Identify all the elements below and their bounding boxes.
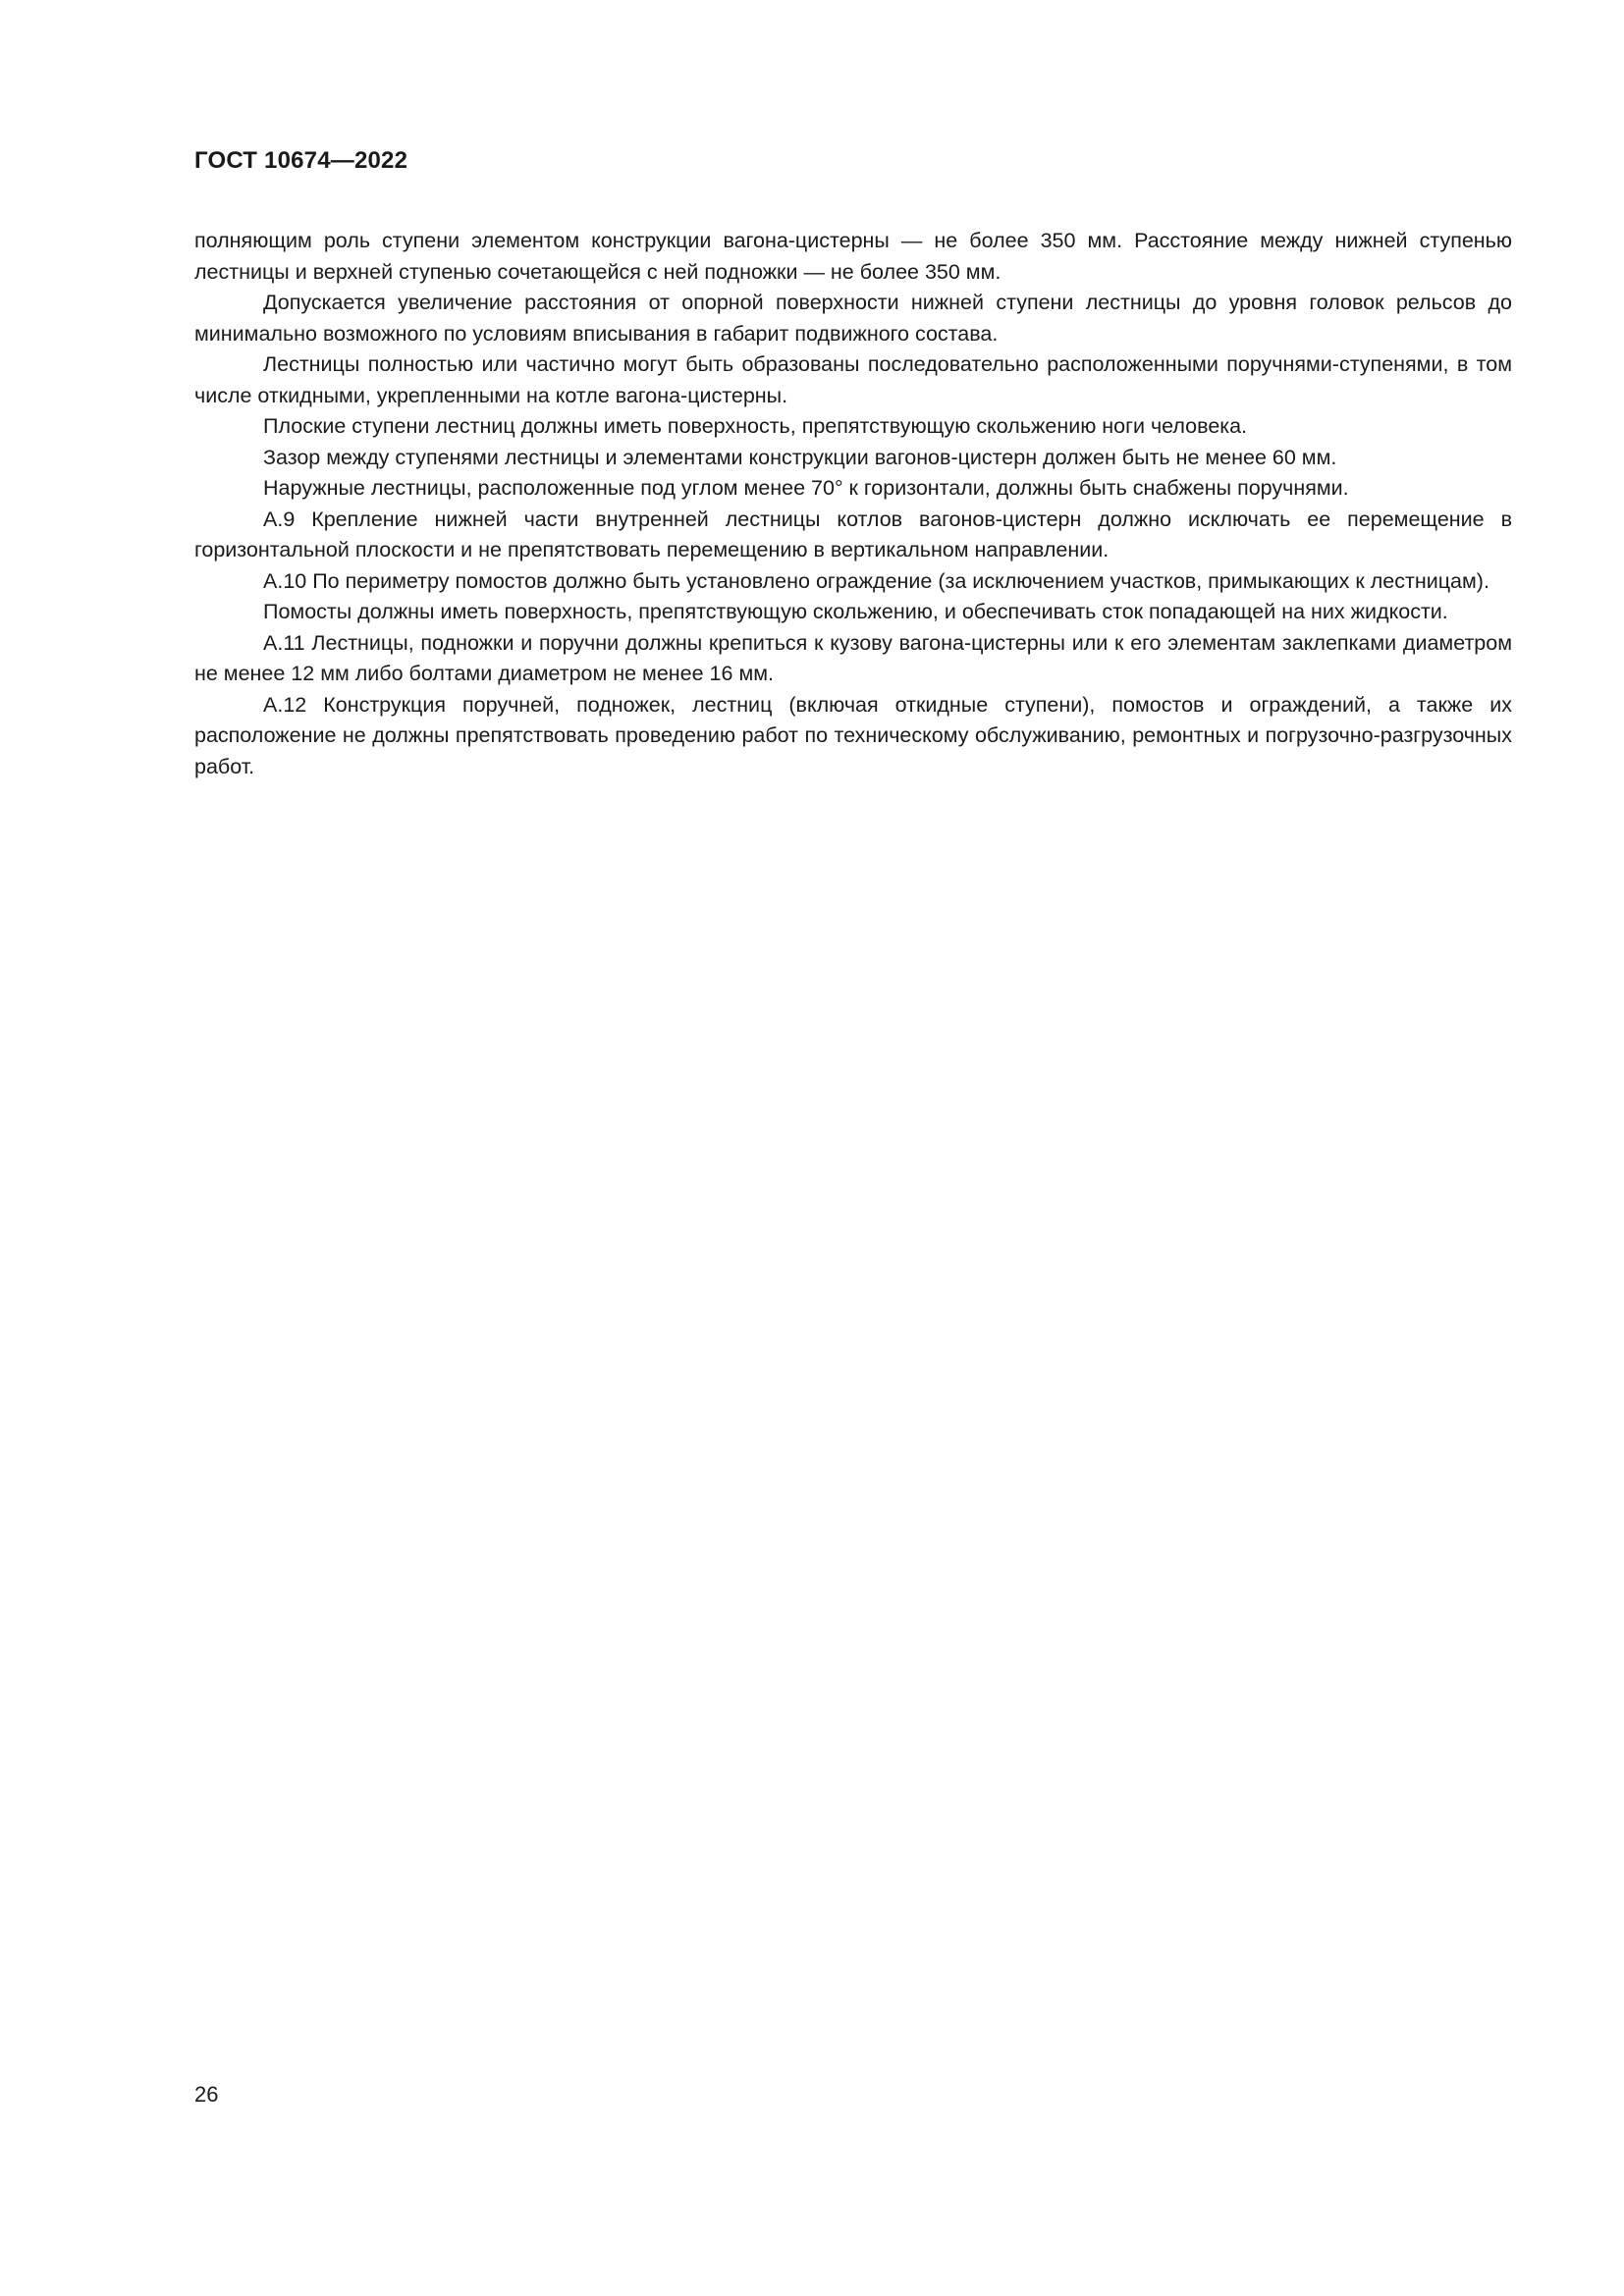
paragraph: Плоские ступени лестниц должны иметь поверхность, препятствующую скольжению ноги человека. xyxy=(263,414,1248,438)
paragraph-continuation: полняющим роль ступени элементом конструкции вагона-цистерны — не более 350 мм. Расстояние между нижней ступенью лестницы и верхней ступенью сочетающейся с ней подножки — не более 350 мм. xyxy=(194,229,1512,284)
paragraph: Допускается увеличение расстояния от опорной поверхности нижней ступени лестницы до уровня головок рельсов до минимально возможного по условиям вписывания в габарит подвижного состава. xyxy=(194,291,1512,346)
document-body xyxy=(194,226,1512,782)
paragraph-a11: А.11 Лестницы, подножки и поручни должны крепиться к кузову вагона-цистерны или к его элементам заклепками диаметром не менее 12 мм либо болтами диаметром не менее 16 мм. xyxy=(194,630,1512,685)
page-number: 26 xyxy=(194,2082,219,2107)
paragraph-a12: А.12 Конструкция поручней, подножек, лестниц (включая откидные ступени), помостов и ограждений, а также их расположение не должны препятствовать проведению работ по техническому обслуживанию, ремонтных и погрузочно-разгрузочных работ. xyxy=(194,692,1512,778)
paragraph: Наружные лестницы, расположенные под углом менее 70° к горизонтали, должны быть снабжены поручнями. xyxy=(263,476,1349,500)
document-header: ГОСТ 10674—2022 xyxy=(194,147,408,174)
paragraph: Лестницы полностью или частично могут быть образованы последовательно расположенными поручнями-ступенями, в том числе откидными, укрепленными на котле вагона-цистерны. xyxy=(194,352,1512,407)
paragraph-a10: А.10 По периметру помостов должно быть установлено ограждение (за исключением участков, примыкающих к лестницам). xyxy=(263,568,1489,593)
paragraph: Зазор между ступенями лестницы и элементами конструкции вагонов-цистерн должен быть не менее 60 мм. xyxy=(263,445,1337,469)
paragraph: Помосты должны иметь поверхность, препятствующую скольжению, и обеспечивать сток попадающей на них жидкости. xyxy=(263,600,1448,623)
paragraph-a9: А.9 Крепление нижней части внутренней лестницы котлов вагонов-цистерн должно исключать ее перемещение в горизонтальной плоскости и не препятствовать перемещению в вертикальном направлении. xyxy=(194,507,1512,561)
